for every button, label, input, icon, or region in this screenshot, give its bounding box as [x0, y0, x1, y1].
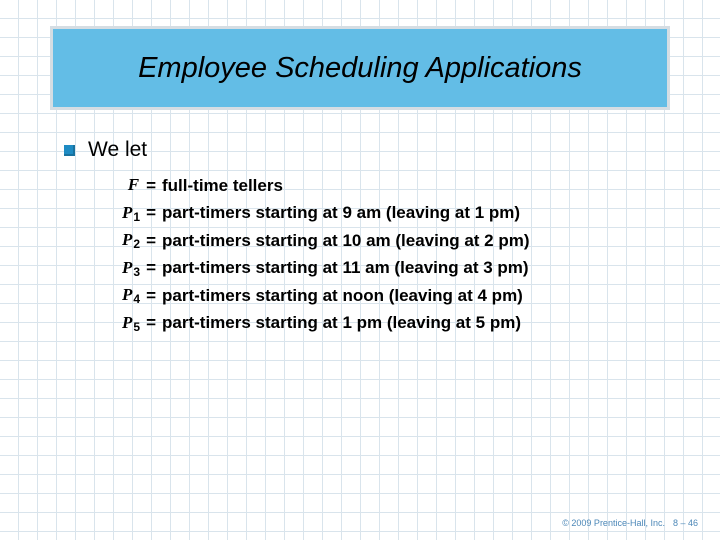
- page-number: 8 – 46: [672, 518, 698, 528]
- variable-symbol: P: [122, 285, 133, 304]
- definition-text: part-timers starting at noon (leaving at 4 pm): [162, 285, 523, 305]
- bullet-line: [64, 138, 147, 162]
- definition-row: [122, 172, 530, 200]
- variable-symbol: P: [122, 257, 133, 277]
- equals-sign: =: [146, 230, 157, 250]
- definition-row: [122, 255, 530, 283]
- definition-row: [122, 227, 530, 255]
- definition-list: [122, 172, 530, 337]
- variable-symbol: P: [122, 202, 133, 222]
- equals-sign: =: [146, 175, 157, 195]
- definition-row: [122, 282, 530, 310]
- equals-sign: =: [146, 203, 157, 222]
- variable-subscript: 2: [133, 237, 141, 251]
- variable-subscript: 5: [133, 319, 141, 334]
- variable-subscript: 4: [133, 292, 141, 306]
- variable-symbol: P: [122, 312, 133, 332]
- slide-footer: [0, 518, 698, 528]
- definition-text: part-timers starting at 11 am (leaving at 3 pm): [162, 258, 529, 277]
- variable-symbol: F: [127, 175, 140, 194]
- definition-row: [122, 310, 530, 338]
- equals-sign: =: [146, 313, 157, 332]
- definition-text: part-timers starting at 9 am (leaving at 1 pm): [162, 203, 521, 222]
- variable-symbol: P: [122, 230, 133, 249]
- slide-title: Employee Scheduling Applications: [138, 51, 582, 84]
- definition-text: part-timers starting at 10 am (leaving at 2 pm): [162, 230, 530, 250]
- variable-subscript: 1: [133, 209, 141, 224]
- definition-row: [122, 200, 530, 228]
- equals-sign: =: [146, 258, 157, 277]
- copyright-text: © 2009 Prentice-Hall, Inc.: [562, 518, 665, 528]
- bullet-text: We let: [88, 138, 148, 161]
- definition-text: full-time tellers: [162, 175, 283, 195]
- square-bullet-icon: [64, 145, 75, 156]
- equals-sign: =: [146, 285, 157, 305]
- variable-subscript: 3: [133, 264, 141, 279]
- title-box: [50, 26, 670, 110]
- definition-text: part-timers starting at 1 pm (leaving at 5 pm): [162, 313, 521, 332]
